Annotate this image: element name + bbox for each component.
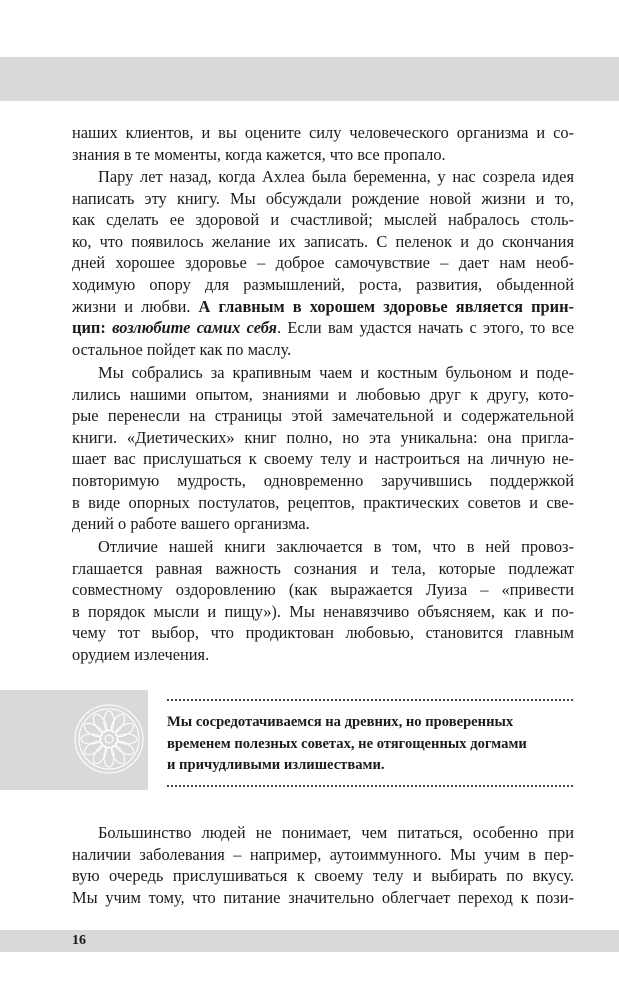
text-line: глашается равная важность сознания и тела, которые подлежат (72, 558, 574, 578)
text-line: Мы учим тому, что питание значительно облегчает переход к пози- (72, 887, 574, 907)
paragraph-difference (72, 536, 574, 666)
text-line: дений о работе вашего организма. (72, 514, 310, 534)
text-line: Пару лет назад, когда Ахлеа была беременна, у нас созрела идея (98, 167, 574, 186)
text-line: рые перенесли на страницы этой замечательной и содержательной (72, 406, 574, 426)
paragraph-continued (72, 122, 574, 165)
text-line: дней хорошее здоровье – доброе самочувствие – дает нам необ- (72, 253, 574, 273)
text-line: Мы собрались за крапивным чаем и костным бульоном и поде- (98, 363, 574, 382)
text-line: совместному оздоровлению (как выражается Луиза – «привести (72, 580, 574, 600)
text-line: чему тот выбор, что продиктован любовью, становится главным (72, 623, 574, 643)
text-line: книги. «Диетических» книг полно, но эта уникальна: она пригла- (72, 427, 574, 447)
text-span: . Если вам удастся начать с этого, то все (277, 318, 574, 338)
dotted-rule-top (167, 699, 573, 701)
paragraph-gathering (72, 362, 574, 535)
paragraph-book-origin (72, 166, 574, 360)
text-line: как сделать ее здоровой и счастливой; мыслей набралось столь- (72, 210, 574, 230)
text-line: Большинство людей не понимает, чем питаться, особенно при (98, 823, 574, 842)
emphasis-bold: цип: (72, 318, 113, 338)
text-line (72, 296, 574, 318)
text-line: ходимую опору для размышлений, роста, развития, обыденной (72, 274, 574, 294)
text-span: жизни и любви. (72, 296, 199, 316)
emphasis-bold-italic: возлюбите самих себя (112, 318, 277, 338)
text-line: написать эту книгу. Мы обсуждали рождение новой жизни и то, (72, 188, 574, 208)
text-line: в виде опорных постулатов, рецептов, практических советов и све- (72, 492, 574, 512)
text-line: шает вас прислушаться к своему телу и настроиться на личную не- (72, 449, 574, 469)
paragraph-nutrition (72, 822, 574, 908)
text-line: вую очередь прислушиваться к своему телу и выбирать по вкусу. (72, 866, 574, 886)
text-line: лились нашими опытом, знаниями и любовью друг к другу, кото- (72, 384, 574, 404)
text-line: ко, что появилось желание их записать. С пеленок и до скончания (72, 231, 574, 251)
emphasis-bold: А главным в хорошем здоровье является прин- (198, 296, 574, 316)
text-line (72, 317, 574, 339)
lotus-ornament-icon (72, 702, 146, 776)
callout-line: и причудливыми излишествами. (167, 757, 385, 773)
text-line: наших клиентов, и вы оцените силу человеческого организма и со- (72, 123, 574, 142)
callout-line: Мы сосредотачиваемся на древних, но проверенных (167, 714, 514, 730)
dotted-rule-bottom (167, 785, 573, 787)
text-line: в порядок мысли и пищу»). Мы ненавязчиво объясняем, как и по- (72, 601, 574, 621)
text-line: наличии заболевания – например, аутоиммунного. Мы учим в пер- (72, 844, 574, 864)
header-band (0, 57, 619, 101)
text-line: повторимую мудрость, одновременно заручившись поддержкой (72, 470, 574, 490)
callout-text (167, 712, 573, 777)
page-number: 16 (72, 933, 86, 948)
text-line: орудием излечения. (72, 644, 210, 664)
text-line: знания в те моменты, когда кажется, что все пропало. (72, 144, 446, 164)
footer-band (0, 930, 619, 952)
text-line: остальное пойдет как по маслу. (72, 339, 292, 359)
text-line: Отличие нашей книги заключается в том, что в ней провоз- (98, 537, 574, 556)
callout-line: временем полезных советах, не отягощенных догмами (167, 735, 527, 752)
